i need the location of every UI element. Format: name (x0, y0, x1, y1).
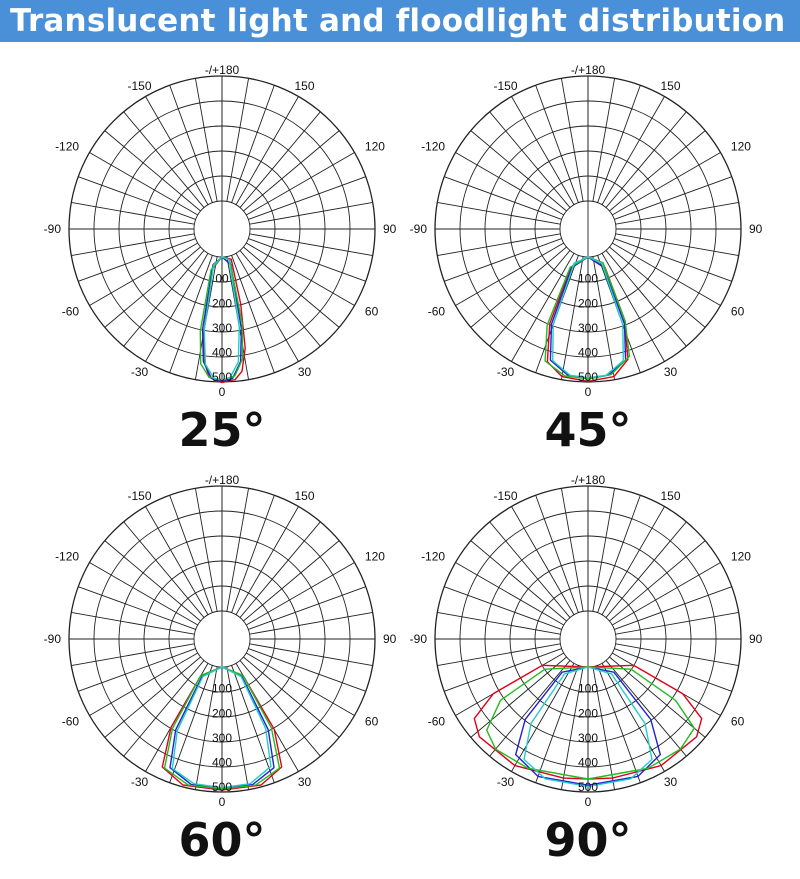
angle-tick-label: -90 (409, 632, 427, 646)
grid-spoke (105, 541, 201, 621)
grid-spoke (471, 131, 567, 211)
grid-spoke (105, 657, 201, 737)
angle-tick-label: -/+180 (204, 63, 240, 77)
angle-tick-label: 120 (364, 139, 385, 154)
grid-spoke (232, 85, 275, 202)
polar-grid (435, 486, 741, 795)
angle-tick-label: 90 (749, 632, 763, 646)
grid-spoke (248, 177, 365, 220)
grid-spoke (250, 234, 373, 256)
angle-tick-label: 0 (584, 795, 592, 809)
angle-tick-label: -30 (130, 774, 149, 789)
angle-tick-label: -/+180 (570, 473, 606, 487)
angle-tick-label: 120 (730, 549, 751, 564)
grid-spoke (250, 644, 373, 666)
beam-angle-label: 25° (178, 403, 266, 457)
grid-spoke (243, 247, 339, 327)
grid-spoke (248, 649, 365, 692)
radial-tick-label: 100 (577, 681, 599, 696)
angle-tick-label: 30 (297, 364, 312, 379)
angle-tick-label: 150 (660, 489, 681, 504)
radial-tick-label: 400 (577, 755, 599, 770)
grid-spoke (606, 112, 686, 208)
polar-chart-60 (22, 458, 422, 878)
radial-tick-label: 00 (215, 271, 229, 286)
grid-spoke (227, 488, 249, 611)
angle-tick-label: 90 (383, 222, 397, 236)
grid-spoke (593, 488, 615, 611)
angle-tick-label: -120 (421, 139, 446, 154)
grid-spoke (240, 112, 320, 208)
grid-spoke (71, 644, 194, 666)
radial-tick-label: 100 (577, 271, 599, 286)
angle-tick-label: 90 (383, 632, 397, 646)
grid-spoke (616, 202, 739, 224)
grid-spoke (490, 112, 570, 208)
angle-tick-label: -60 (61, 714, 80, 729)
grid-spoke (105, 247, 201, 327)
angle-tick-label: -90 (43, 222, 61, 236)
angle-tick-label: 0 (218, 385, 226, 399)
polar-plot (388, 48, 788, 408)
grid-spoke (593, 78, 615, 201)
angle-tick-label: 120 (364, 549, 385, 564)
radial-tick-label: 200 (211, 706, 233, 721)
radial-tick-label: 400 (577, 345, 599, 360)
grid-spoke (536, 495, 579, 612)
grid-spoke (71, 234, 194, 256)
angle-tick-label: -150 (493, 489, 518, 504)
grid-spoke (609, 247, 705, 327)
angle-tick-label: -60 (427, 714, 446, 729)
grid-spoke (437, 612, 560, 634)
grid-spoke (248, 587, 365, 630)
angle-tick-label: -/+180 (570, 63, 606, 77)
grid-spoke (170, 665, 213, 782)
grid-spoke (124, 660, 204, 756)
angle-tick-label: -30 (496, 364, 515, 379)
grid-spoke (240, 250, 320, 346)
radial-tick-label: 500 (577, 370, 599, 385)
grid-spoke (598, 665, 641, 782)
grid-spoke (124, 112, 204, 208)
polar-grid (435, 76, 741, 385)
angle-tick-label: 0 (218, 795, 226, 809)
polar-plot (22, 48, 422, 408)
grid-spoke (444, 587, 561, 630)
beam-angle-label: 45° (544, 403, 632, 457)
radial-tick-label: 100 (211, 681, 233, 696)
radial-tick-label: 500 (211, 780, 233, 795)
angle-tick-label: 0 (584, 385, 592, 399)
grid-spoke (536, 85, 579, 202)
radial-tick-label: 200 (577, 706, 599, 721)
angle-tick-label: -150 (127, 489, 152, 504)
page-title: Translucent light and floodlight distribution (10, 3, 786, 39)
radial-tick-label: 400 (211, 755, 233, 770)
grid-spoke (614, 587, 731, 630)
grid-spoke (616, 612, 739, 634)
grid-spoke (471, 541, 567, 621)
grid-spoke (124, 250, 204, 346)
angle-tick-label: 60 (364, 304, 379, 319)
grid-spoke (598, 85, 641, 202)
radial-tick-label: 400 (211, 345, 233, 360)
polar-plot (22, 458, 422, 818)
grid-spoke (243, 657, 339, 737)
angle-tick-label: -30 (130, 364, 149, 379)
radial-tick-label: 300 (211, 730, 233, 745)
grid-spoke (240, 522, 320, 618)
grid-spoke (232, 495, 275, 612)
angle-tick-label: -60 (427, 304, 446, 319)
polar-chart-25 (22, 48, 422, 468)
grid-spoke (250, 612, 373, 634)
grid-spoke (240, 660, 320, 756)
grid-spoke (609, 131, 705, 211)
grid-spoke (71, 612, 194, 634)
grid-spoke (609, 541, 705, 621)
grid-spoke (78, 587, 195, 630)
angle-tick-label: -/+180 (204, 473, 240, 487)
grid-spoke (170, 85, 213, 202)
angle-tick-label: -150 (493, 79, 518, 94)
polar-grid (69, 76, 375, 385)
angle-tick-label: 30 (663, 364, 678, 379)
grid-spoke (437, 202, 560, 224)
grid-spoke (614, 239, 731, 282)
header-banner (0, 0, 800, 42)
polar-chart-45 (388, 48, 788, 468)
grid-spoke (606, 522, 686, 618)
grid-spoke (606, 250, 686, 346)
angle-tick-label: 90 (749, 222, 763, 236)
grid-spoke (490, 660, 570, 756)
angle-tick-label: 60 (364, 714, 379, 729)
grid-spoke (616, 234, 739, 256)
angle-tick-label: -120 (55, 549, 80, 564)
grid-spoke (195, 78, 217, 201)
grid-spoke (243, 131, 339, 211)
grid-spoke (243, 541, 339, 621)
radial-tick-label: 300 (577, 320, 599, 335)
grid-spoke (227, 78, 249, 201)
radial-tick-label: 500 (211, 370, 233, 385)
angle-tick-label: 30 (297, 774, 312, 789)
grid-spoke (444, 239, 561, 282)
grid-spoke (536, 665, 579, 782)
angle-tick-label: 30 (663, 774, 678, 789)
radial-tick-label: 500 (577, 780, 599, 795)
angle-tick-label: -90 (43, 632, 61, 646)
angle-tick-label: 120 (730, 139, 751, 154)
angle-tick-label: -90 (409, 222, 427, 236)
grid-spoke (606, 660, 686, 756)
beam-angle-label: 60° (178, 813, 266, 867)
grid-spoke (71, 202, 194, 224)
polar-chart-90 (388, 458, 788, 878)
grid-spoke (616, 644, 739, 666)
grid-spoke (124, 522, 204, 618)
angle-tick-label: 150 (294, 489, 315, 504)
grid-spoke (232, 665, 275, 782)
grid-spoke (195, 488, 217, 611)
polar-grid (69, 486, 375, 795)
grid-spoke (561, 488, 583, 611)
grid-spoke (614, 177, 731, 220)
grid-spoke (490, 522, 570, 618)
radial-tick-label: 200 (211, 296, 233, 311)
angle-tick-label: -60 (61, 304, 80, 319)
radial-tick-label: 300 (211, 320, 233, 335)
angle-tick-label: -30 (496, 774, 515, 789)
grid-spoke (105, 131, 201, 211)
radial-tick-label: 200 (577, 296, 599, 311)
grid-spoke (78, 239, 195, 282)
angle-tick-label: -120 (55, 139, 80, 154)
angle-tick-label: 60 (730, 304, 745, 319)
grid-spoke (78, 649, 195, 692)
grid-spoke (248, 239, 365, 282)
beam-angle-label: 90° (544, 813, 632, 867)
grid-spoke (437, 644, 560, 666)
grid-spoke (250, 202, 373, 224)
grid-spoke (437, 234, 560, 256)
angle-tick-label: 60 (730, 714, 745, 729)
grid-spoke (78, 177, 195, 220)
angle-tick-label: 150 (660, 79, 681, 94)
grid-spoke (444, 177, 561, 220)
radial-tick-label: 300 (577, 730, 599, 745)
angle-tick-label: 150 (294, 79, 315, 94)
grid-spoke (598, 495, 641, 612)
angle-tick-label: -150 (127, 79, 152, 94)
grid-spoke (170, 495, 213, 612)
polar-plot (388, 458, 788, 818)
angle-tick-label: -120 (421, 549, 446, 564)
grid-spoke (561, 78, 583, 201)
